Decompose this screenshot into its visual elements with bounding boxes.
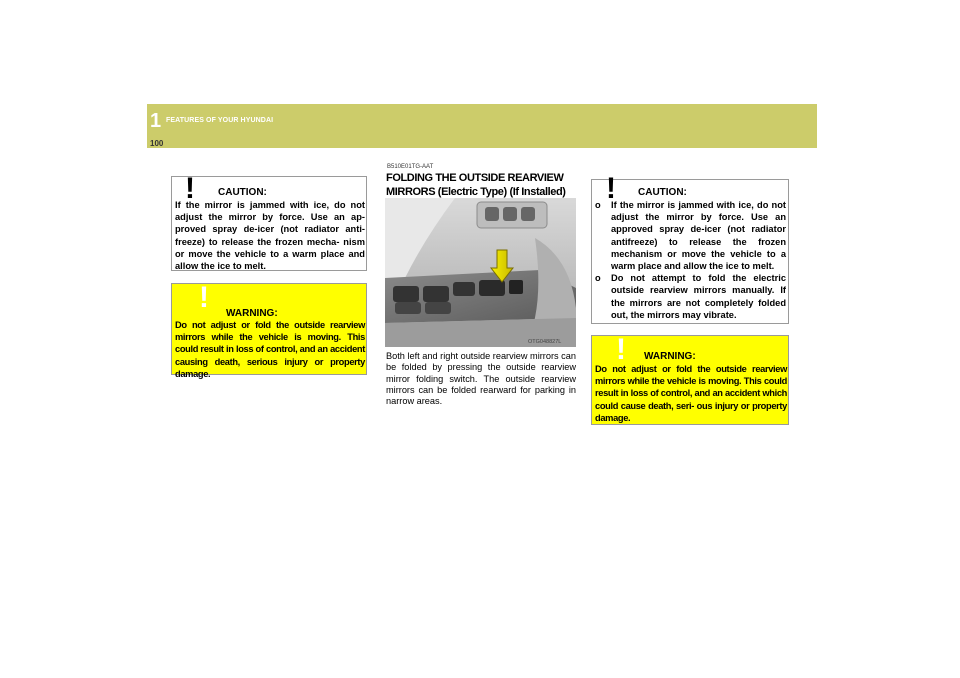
caution-title: CAUTION: xyxy=(638,187,687,198)
exclamation-icon: ! xyxy=(616,333,626,366)
warning-title: WARNING: xyxy=(226,308,278,319)
exclamation-icon: ! xyxy=(606,172,616,205)
right-warning-box xyxy=(591,335,789,425)
caution-text: If the mirror is jammed with ice, do not adjust the mirror by force. Use an ap- proved spray de-icer (not radiator anti- freeze) to release the frozen mecha- nism or move the vehicle to a warm place and allow the ice to melt. xyxy=(175,200,365,272)
chapter-number: 1 xyxy=(150,110,162,132)
right-caution-box xyxy=(591,172,789,324)
chapter-title: FEATURES OF YOUR HYUNDAI xyxy=(166,117,274,124)
left-warning-box xyxy=(171,281,367,379)
list-item-text: Do not attempt to fold the electric outside rearview mirrors manually. If the mirrors are not completely folded out, the mirrors may vibrate. xyxy=(611,273,786,320)
list-item xyxy=(595,272,786,321)
photo-code: OTG048827L xyxy=(528,339,562,345)
caution-title: CAUTION: xyxy=(218,187,267,198)
list-item xyxy=(595,199,786,272)
section-heading: FOLDING THE OUTSIDE REARVIEW MIRRORS (Electric Type) (If Installed) xyxy=(386,172,566,198)
exclamation-icon: ! xyxy=(199,281,209,314)
list-bullet: o xyxy=(595,273,601,284)
door-switch-photo xyxy=(385,198,576,347)
warning-title: WARNING: xyxy=(644,351,696,362)
page-number: 100 xyxy=(150,139,164,148)
list-bullet: o xyxy=(595,200,601,210)
list-item-text: If the mirror is jammed with ice, do not adjust the mirror by force. Use an approved spray de-icer (not radiator antifreeze) to release the frozen mechanism or move the vehicle to a warm place and allow the ice to melt. xyxy=(611,200,786,272)
warning-text: Do not adjust or fold the outside rearview mirrors while the vehicle is moving. This could result in loss of control, and an accident which could cause death, seri- ous injury or property damage. xyxy=(595,364,787,423)
left-caution-box xyxy=(171,172,367,272)
section-body-text: Both left and right outside rearview mirrors can be folded by pressing the outside rearview mirror folding switch. The outside rearview mirrors can be folded rearward for parking in narrow areas. xyxy=(386,351,576,407)
section-code: B510E01TG-AAT xyxy=(387,164,434,170)
warning-text: Do not adjust or fold the outside rearview mirrors while the vehicle is moving. This could result in loss of control, and an accident causing death, serious injury or property damage. xyxy=(175,320,365,379)
caution-list xyxy=(595,199,786,321)
chapter-header-band xyxy=(147,104,817,148)
exclamation-icon: ! xyxy=(185,172,195,205)
